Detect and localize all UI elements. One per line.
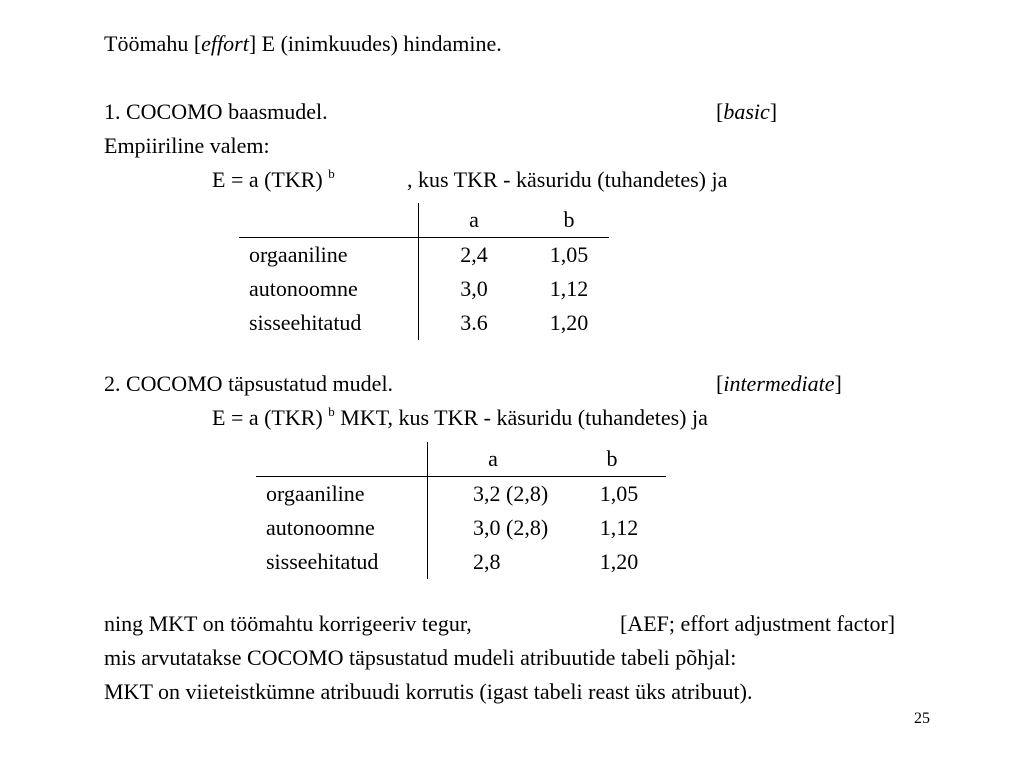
column-header-b: b	[558, 442, 666, 477]
exponent-b: b	[328, 166, 335, 181]
table-header-row	[239, 203, 609, 238]
section1-tag: [basic]	[716, 99, 778, 124]
intermediate-model-table	[256, 442, 666, 579]
section1-formula: E = a (TKR) $^b$	[212, 166, 335, 192]
table-row: orgaaniline 3,2 (2,8) 1,05	[256, 477, 666, 512]
column-header-a: a	[428, 442, 559, 477]
attribute-table-line: mis arvutatakse COCOMO täpsustatud mudeli atribuutide tabeli põhjal:	[104, 645, 737, 670]
table-row: sisseehitatud 2,8 1,20	[256, 545, 666, 579]
aef-tag: [AEF; effort adjustment factor]	[620, 611, 896, 636]
section2-formula: E = a (TKR) $^b$ MKT, kus TKR - käsuridu (tuhandetes) ja	[212, 404, 708, 430]
title-italic-term: effort	[201, 31, 249, 56]
adjustment-factor-line: ning MKT on töömahtu korrigeeriv tegur,	[104, 611, 472, 636]
section2-tag: [intermediate]	[716, 371, 842, 396]
table-row: autonoomne 3,0 (2,8) 1,12	[256, 511, 666, 545]
slide-title: Töömahu [effort] E (inimkuudes) hindamine.	[104, 31, 502, 56]
empirical-formula-label: Empiiriline valem:	[104, 133, 270, 158]
column-header-b: b	[529, 203, 609, 238]
exponent-b: b	[328, 404, 335, 419]
table-row: orgaaniline 2,4 1,05	[239, 238, 609, 273]
attribute-product-line: MKT on viieteistkümne atribuudi korrutis (igast tabeli reast üks atribuut).	[104, 679, 753, 704]
section2-heading: 2. COCOMO täpsustatud mudel.	[104, 371, 394, 396]
table-header-row	[256, 442, 666, 477]
column-header-a: a	[419, 203, 530, 238]
table-row: autonoomne 3,0 1,12	[239, 272, 609, 306]
section1-heading: 1. COCOMO baasmudel.	[104, 99, 328, 124]
section1-formula-description: , kus TKR - käsuridu (tuhandetes) ja	[407, 167, 728, 192]
page-number: 25	[914, 710, 930, 727]
basic-model-table	[239, 203, 609, 340]
table-row: sisseehitatud 3.6 1,20	[239, 306, 609, 340]
